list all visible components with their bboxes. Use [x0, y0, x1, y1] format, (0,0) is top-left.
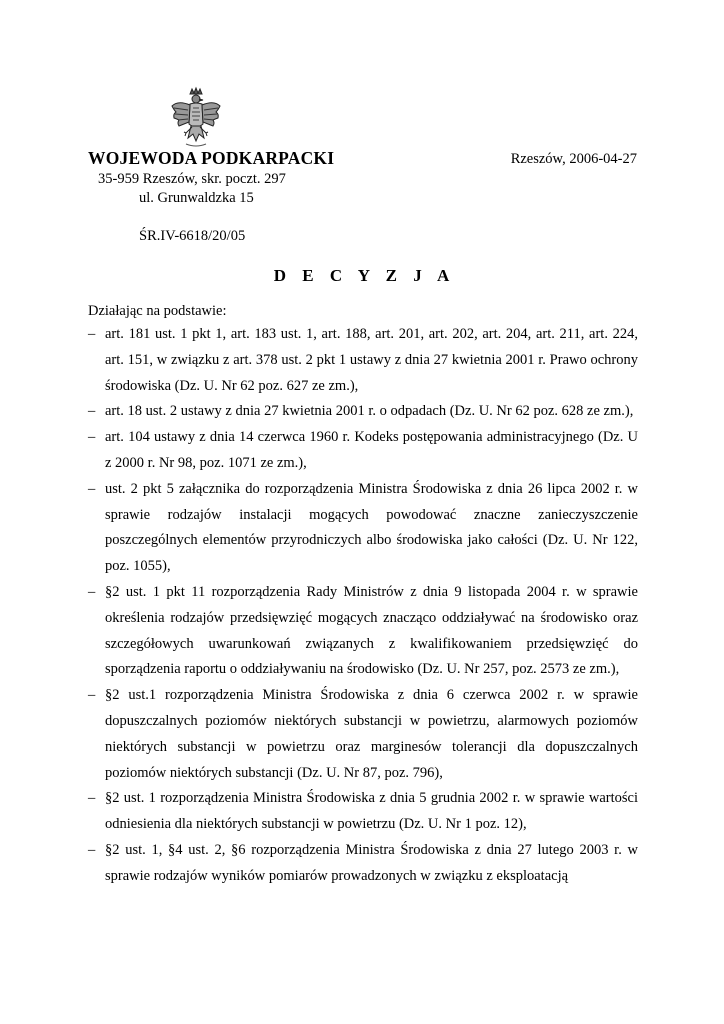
legal-basis-text: §2 ust.1 rozporządzenia Ministra Środowiska z dnia 6 czerwca 2002 r. w sprawie dopuszczalnych poziomów niektórych substancji w powietrzu, alarmowych poziomów niektórych substancji w powietrzu oraz marginesów tolerancji dla dopuszczalnych poziomów niektórych substancji (Dz. U. Nr 87, poz. 796), — [105, 687, 638, 781]
legal-basis-text: §2 ust. 1 rozporządzenia Ministra Środowiska z dnia 5 grudnia 2002 r. w sprawie wartości odniesienia dla niektórych substancji w powietrzu (Dz. U. Nr 1 poz. 12), — [105, 790, 638, 833]
bullet-dash: – — [88, 480, 96, 497]
polish-eagle-emblem-icon — [168, 86, 224, 154]
legal-basis-text: §2 ust. 1 pkt 11 rozporządzenia Rady Ministrów z dnia 9 listopada 2004 r. w sprawie określenia rodzajów przedsięwzięć mogących znacząco oddziaływać na środowisko oraz szczegółowych uwarunkowań związanych z kwalifikowaniem przedsięwzięć do sporządzenia raportu o oddziaływaniu na środowisko (Dz. U. Nr 257, poz. 2573 ze zm.), — [105, 583, 638, 678]
legal-basis-item — [88, 477, 638, 580]
legal-basis-item — [88, 322, 638, 399]
legal-basis-item — [88, 425, 638, 477]
bullet-dash: – — [88, 429, 96, 446]
bullet-dash: – — [88, 687, 96, 704]
address-line-1: 35-959 Rzeszów, skr. poczt. 297 — [98, 171, 286, 187]
legal-basis-text: ust. 2 pkt 5 załącznika do rozporządzenia Ministra Środowiska z dnia 26 lipca 2002 r. w sprawie rodzajów instalacji mogących powodować znaczne zanieczyszczenie poszczególnych elementów przyrodniczych albo środowiska jako całości (Dz. U. Nr 122, poz. 1055), — [105, 480, 638, 575]
legal-basis-text: art. 18 ust. 2 ustawy z dnia 27 kwietnia 2001 r. o odpadach (Dz. U. Nr 62 poz. 628 ze zm.), — [105, 403, 634, 420]
bullet-dash: – — [88, 790, 96, 807]
legal-basis-text: art. 181 ust. 1 pkt 1, art. 183 ust. 1, art. 188, art. 201, art. 202, art. 204, art. 211, art. 224, art. 151, w związku z art. 378 ust. 2 pkt 1 ustawy z dnia 27 kwietnia 2001 r. Prawo ochrony środowiska (Dz. U. Nr 62 poz. 627 ze zm.), — [105, 326, 638, 394]
document-title: D E C Y Z J A — [273, 266, 456, 285]
bullet-dash: – — [88, 841, 96, 858]
bullet-dash: – — [88, 583, 96, 600]
legal-basis-item — [88, 838, 638, 890]
legal-basis-item — [88, 580, 638, 683]
bullet-dash: – — [88, 403, 96, 420]
intro-text: Działając na podstawie: — [88, 303, 227, 319]
document-date: Rzeszów, 2006-04-27 — [510, 151, 637, 167]
legal-basis-item — [88, 786, 638, 838]
legal-basis-list — [88, 322, 638, 890]
legal-basis-text: art. 104 ustawy z dnia 14 czerwca 1960 r. Kodeks postępowania administracyjnego (Dz. U z 2000 r. Nr 98, poz. 1071 ze zm.), — [105, 429, 638, 471]
bullet-dash: – — [88, 326, 96, 342]
address-line-2: ul. Grunwaldzka 15 — [139, 190, 254, 206]
legal-basis-item — [88, 399, 638, 425]
legal-basis-item — [88, 683, 638, 786]
issuing-authority: WOJEWODA PODKARPACKI — [88, 148, 335, 168]
case-number: ŚR.IV-6618/20/05 — [139, 228, 246, 244]
legal-basis-text: §2 ust. 1, §4 ust. 2, §6 rozporządzenia Ministra Środowiska z dnia 27 lutego 2003 r. w sprawie rodzajów wyników pomiarów prowadzonych w związku z eksploatacją — [105, 841, 638, 884]
